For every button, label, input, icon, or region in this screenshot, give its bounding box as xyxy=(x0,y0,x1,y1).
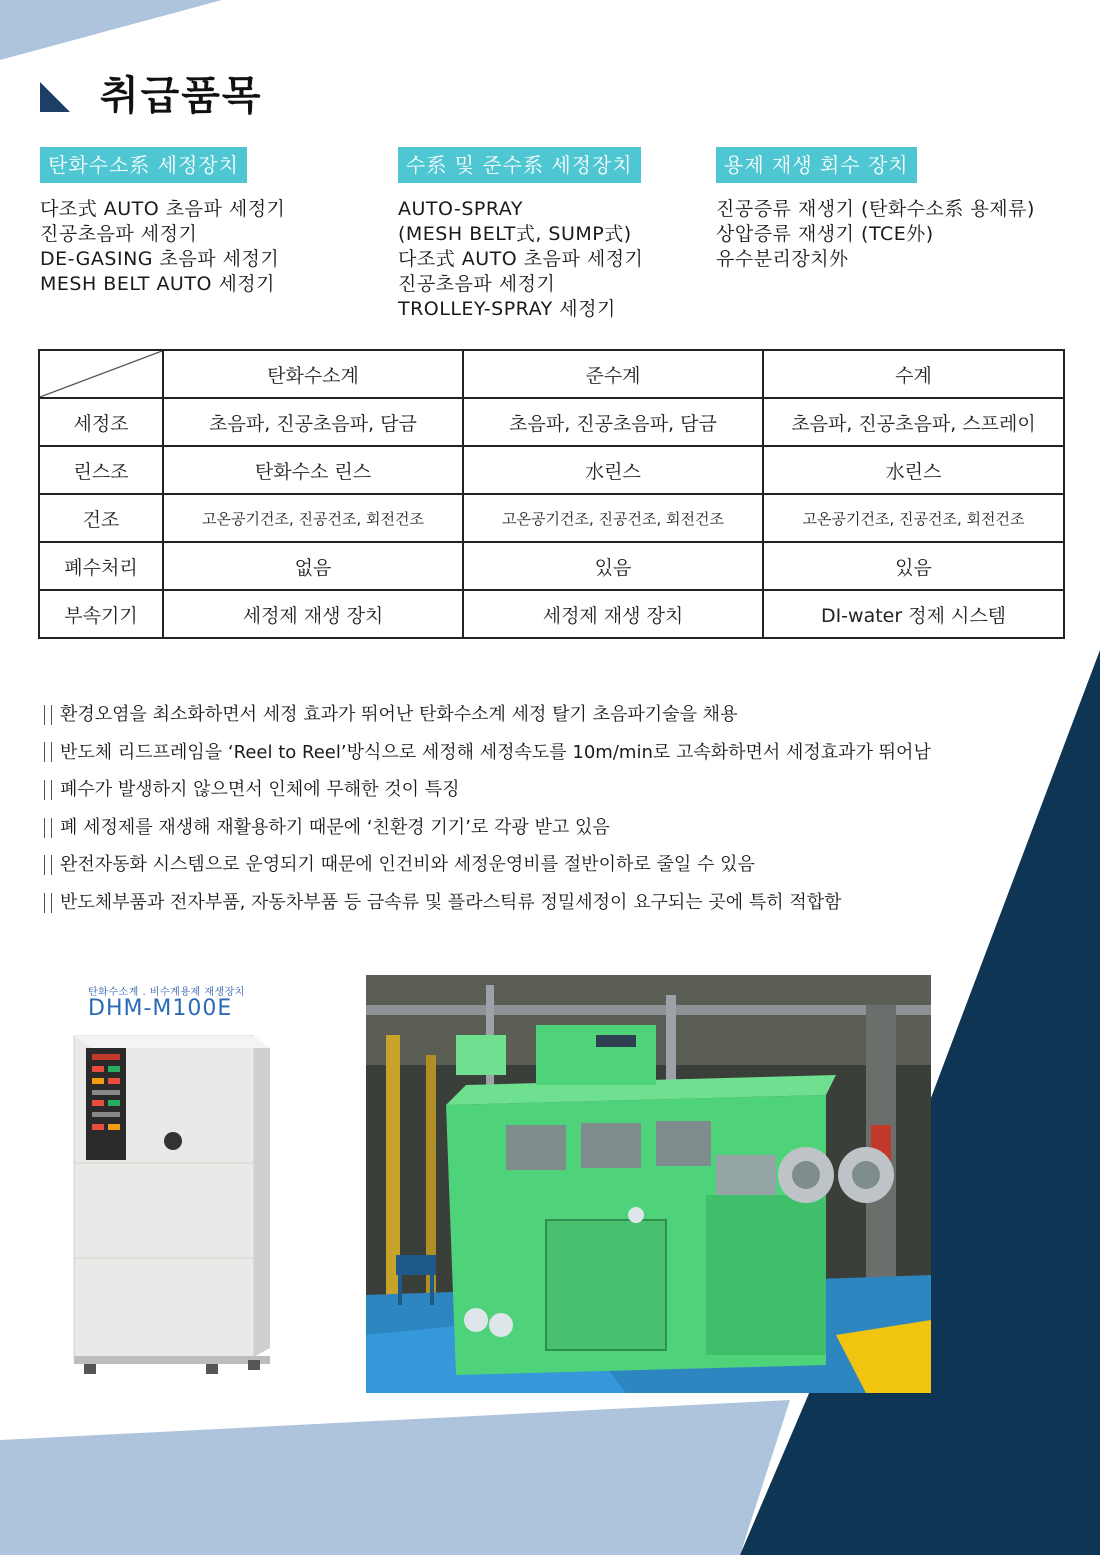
table-cell: 고온공기건조, 진공건조, 회전건조 xyxy=(763,494,1064,542)
category-item-list xyxy=(40,197,285,297)
list-item xyxy=(44,846,1064,884)
table-corner-cell xyxy=(39,350,163,398)
category-item: MESH BELT AUTO 세정기 xyxy=(40,273,276,295)
row-header: 린스조 xyxy=(39,446,163,494)
feature-text: 반도체 리드프레임을 ‘Reel to Reel’방식으로 세정해 세정속도를 10m/min로 고속화하면서 세정효과가 뛰어남 xyxy=(60,741,931,763)
table-cell: 고온공기건조, 진공건조, 회전건조 xyxy=(463,494,763,542)
section-heading xyxy=(40,62,263,122)
table-cell: 초음파, 진공초음파, 담금 xyxy=(163,398,463,446)
category-item: TROLLEY-SPRAY 세정기 xyxy=(398,298,616,320)
page-title: 취급품목 xyxy=(100,72,263,119)
product-image-recycler xyxy=(40,968,320,1393)
category-label: 수系 및 준수系 세정장치 xyxy=(398,147,641,183)
feature-list xyxy=(44,696,1064,922)
feature-text: 폐 세정제를 재생해 재활용하기 때문에 ‘친환경 기기’로 각광 받고 있음 xyxy=(60,816,610,838)
category-item: (MESH BELT式, SUMP式) xyxy=(398,223,632,245)
feature-text: 반도체부품과 전자부품, 자동차부품 등 금속류 및 플라스틱류 정밀세정이 요구되는 곳에 특히 적합함 xyxy=(60,891,842,913)
row-header: 건조 xyxy=(39,494,163,542)
category-item: DE-GASING 초음파 세정기 xyxy=(40,248,280,270)
category-item: 다조式 AUTO 초음파 세정기 xyxy=(40,198,286,220)
list-item xyxy=(44,696,1064,734)
category-solvent-recovery xyxy=(716,147,1035,272)
column-header: 탄화수소계 xyxy=(163,350,463,398)
product-subtitle: 탄화수소계 . 비수계용제 재생장치 xyxy=(88,987,245,998)
row-header: 부속기기 xyxy=(39,590,163,638)
table-cell: 세정제 재생 장치 xyxy=(463,590,763,638)
table-cell: 있음 xyxy=(763,542,1064,590)
bullet-bar-icon xyxy=(44,893,52,913)
table-cell: 세정제 재생 장치 xyxy=(163,590,463,638)
list-item xyxy=(44,771,1064,809)
table-cell: DI-water 정제 시스템 xyxy=(763,590,1064,638)
recycler-unit-illustration xyxy=(40,968,320,1393)
category-label: 탄화수소系 세정장치 xyxy=(40,147,247,183)
bullet-bar-icon xyxy=(44,742,52,762)
table-header-row xyxy=(39,350,1064,398)
row-header: 세정조 xyxy=(39,398,163,446)
table-cell: 水린스 xyxy=(763,446,1064,494)
category-item: 진공초음파 세정기 xyxy=(398,273,556,295)
feature-text: 완전자동화 시스템으로 운영되기 때문에 인건비와 세정운영비를 절반이하로 줄일 수 있음 xyxy=(60,854,755,876)
table-cell: 탄화수소 린스 xyxy=(163,446,463,494)
factory-cleaning-line-photo xyxy=(366,975,931,1393)
feature-text: 환경오염을 최소화하면서 세정 효과가 뛰어난 탄화수소계 세정 탈기 초음파기술을 채용 xyxy=(60,704,738,725)
table-cell: 水린스 xyxy=(463,446,763,494)
category-item: 상압증류 재생기 (TCE外) xyxy=(716,223,934,245)
table-cell: 초음파, 진공초음파, 스프레이 xyxy=(763,398,1064,446)
category-item-list xyxy=(398,197,643,322)
table-cell: 고온공기건조, 진공건조, 회전건조 xyxy=(163,494,463,542)
category-label: 용제 재생 회수 장치 xyxy=(716,147,917,183)
category-item: 다조式 AUTO 초음파 세정기 xyxy=(398,248,644,270)
table-cell: 있음 xyxy=(463,542,763,590)
category-aqueous xyxy=(398,147,643,322)
bullet-bar-icon xyxy=(44,780,52,800)
table-row xyxy=(39,398,1064,446)
bullet-bar-icon xyxy=(44,855,52,875)
table-row xyxy=(39,542,1064,590)
bullet-bar-icon xyxy=(44,818,52,838)
table-cell: 없음 xyxy=(163,542,463,590)
table-cell: 초음파, 진공초음파, 담금 xyxy=(463,398,763,446)
triangle-marker-icon xyxy=(40,82,70,112)
category-item: 진공초음파 세정기 xyxy=(40,223,198,245)
category-item: 유수분리장치外 xyxy=(716,248,849,270)
table-row xyxy=(39,494,1064,542)
column-header: 수계 xyxy=(763,350,1064,398)
row-header: 폐수처리 xyxy=(39,542,163,590)
column-header: 준수계 xyxy=(463,350,763,398)
category-hydrocarbon xyxy=(40,147,285,297)
bullet-bar-icon xyxy=(44,705,52,725)
category-item-list xyxy=(716,197,1035,272)
list-item xyxy=(44,884,1064,922)
table-row xyxy=(39,446,1064,494)
comparison-table xyxy=(38,349,1065,639)
product-model-name: DHM-M100E xyxy=(88,996,233,1021)
category-item: AUTO-SPRAY xyxy=(398,198,523,220)
category-item: 진공증류 재생기 (탄화수소系 용제류) xyxy=(716,198,1035,220)
list-item xyxy=(44,809,1064,847)
table-row xyxy=(39,590,1064,638)
list-item xyxy=(44,734,1064,772)
feature-text: 폐수가 발생하지 않으면서 인체에 무해한 것이 특징 xyxy=(60,779,460,801)
